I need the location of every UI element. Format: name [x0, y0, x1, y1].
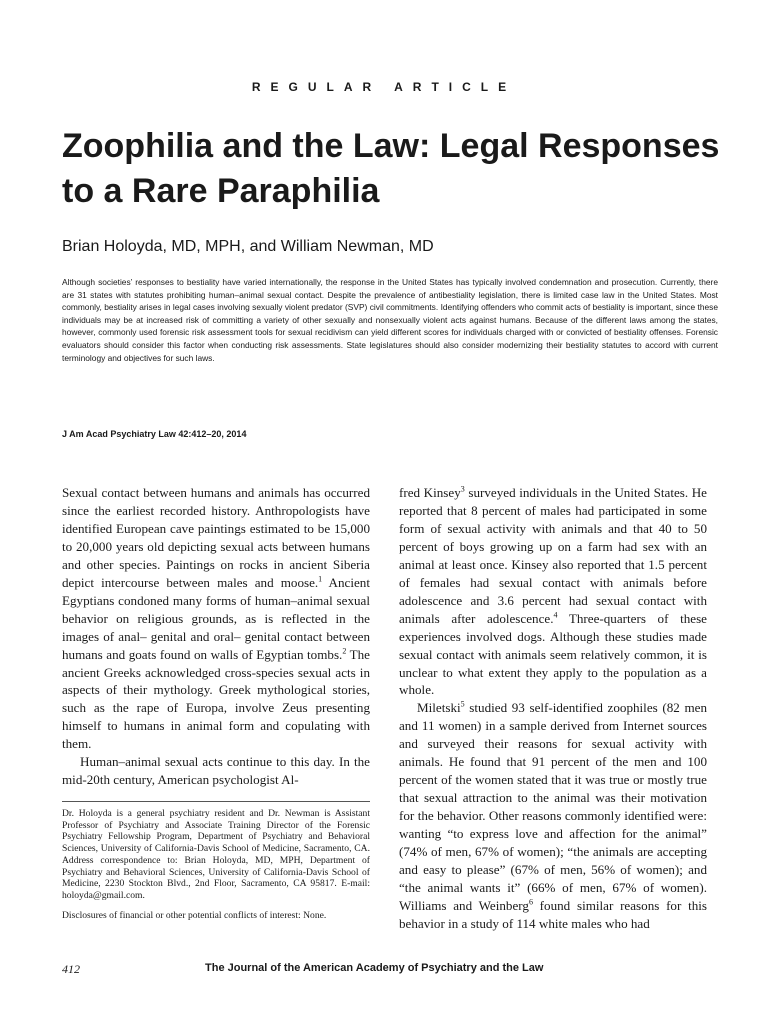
body-paragraph: Human–animal sexual acts continue to this day. In the mid-20th century, American psychologist Al-: [62, 754, 370, 788]
section-label: REGULAR ARTICLE: [251, 80, 517, 94]
reference-mark: 2: [342, 646, 347, 656]
body-column-left: [62, 484, 370, 789]
body-paragraph: Miletski$^5$ studied 93 self-identified zoophiles (82 men and 11 women) in a sample derived from Internet sources and surveyed their reasons for sexual activity with animals. He found that 91 percent of the men and 100 percent of the women stated that it was true or mostly true that sexual attraction to the animal was their motivation for the behavior. Other reasons commonly identified were: wanting “to express love and affection for the animal” (74% of men, 67% of women); “the animals are accepting and easy to please” (67% of men, 56% of women); and “the animal wants it” (66% of men, 67% of women). Williams and Weinberg$^6$ found similar reasons for this behavior in a study of 114 white males who had: [399, 700, 707, 931]
disclosure-note: Disclosures of financial or other potential conflicts of interest: None.: [62, 909, 327, 921]
affiliation-note: Dr. Holoyda is a general psychiatry resident and Dr. Newman is Assistant Professor of Psychiatry and Associate Training Director of the Forensic Psychiatry Fellowship Program, Department of Psychiatry and Behavioral Sciences, University of California-Davis School of Medicine, Sacramento, CA. Address correspondence to: Brian Holoyda, MD, MPH, Department of Psychiatry and Behavioral Sciences, University of California-Davis School of Medicine, 2230 Stockton Blvd., 2nd Floor, Sacramento, CA 95817. E-mail: holoyda@gmail.com.: [62, 808, 370, 901]
article-title: Zoophilia and the Law: Legal Responses to a Rare Paraphilia: [62, 127, 720, 210]
journal-name: The Journal of the American Academy of Psychiatry and the Law: [205, 962, 544, 974]
reference-mark: 5: [460, 700, 465, 710]
reference-mark: 4: [553, 610, 558, 620]
author-footnote: [62, 808, 370, 921]
footnote-divider: [62, 801, 370, 802]
abstract: Although societies’ responses to bestiality have varied internationally, the response in the United States has typically involved condemnation and prosecution. Currently, there are 31 states with statutes prohibiting human–animal sexual contact. Despite the prevalence of antibestiality legislation, there is limited case law in the United States. Most commonly, bestiality arises in legal cases involving sexually violent predator (SVP) civil commitments. Identifying offenders who commit acts of bestiality is important, since these individuals may be at increased risk of committing a variety of other sexually and nonsexually violent acts against humans. Because of the different laws among the states, however, commonly used forensic risk assessment tools for sexual recidivism can yield different scores for individuals charged with or convicted of bestiality offenses. Forensic evaluators should consider this factor when conducting risk assessments. State legislatures should also consider modernizing their bestiality statutes to accord with current terminology and objectives for such laws.: [62, 277, 718, 363]
reference-mark: 6: [528, 897, 533, 907]
page-number: 412: [62, 962, 80, 976]
reference-mark: 1: [318, 574, 323, 584]
citation: J Am Acad Psychiatry Law 42:412–20, 2014: [62, 429, 247, 439]
body-paragraph: fred Kinsey$^3$ surveyed individuals in the United States. He reported that 8 percent of males had participated in some form of sexual activity with animals and that 40 to 50 percent of boys growing up on a farm had sex with an animal at least once. Kinsey also reported that 1.5 percent of females had sexual contact with animals before adolescence and 3.6 percent had sexual contact with animals after adolescence.$^4$ Three-quarters of these experiences involved dogs. Although these studies made sexual contact with animals seem relatively common, it is unclear to what extent they apply to the population as a whole.: [399, 484, 707, 698]
author-list: Brian Holoyda, MD, MPH, and William Newman, MD: [62, 238, 434, 255]
body-column-right: [399, 484, 707, 933]
body-paragraph: Sexual contact between humans and animals has occurred since the earliest recorded history. Anthropologists have identified European cave paintings estimated to be 15,000 to 20,000 years old depicting sexual acts between humans and other species. Paintings on rocks in ancient Siberia depict intercourse between males and moose.$^1$ Ancient Egyptians condoned many forms of human–animal sexual behavior on religious grounds, as is reflected in the images of anal– genital and oral– genital contact between humans and goats found on walls of Egyptian tombs.$^2$ The ancient Greeks acknowledged cross-species sexual acts in aspects of their mythology. Greek mythological stories, such as the rape of Europa, involve Zeus presenting himself to humans in animal form and copulating with them.: [62, 485, 370, 752]
reference-mark: 3: [460, 484, 465, 494]
